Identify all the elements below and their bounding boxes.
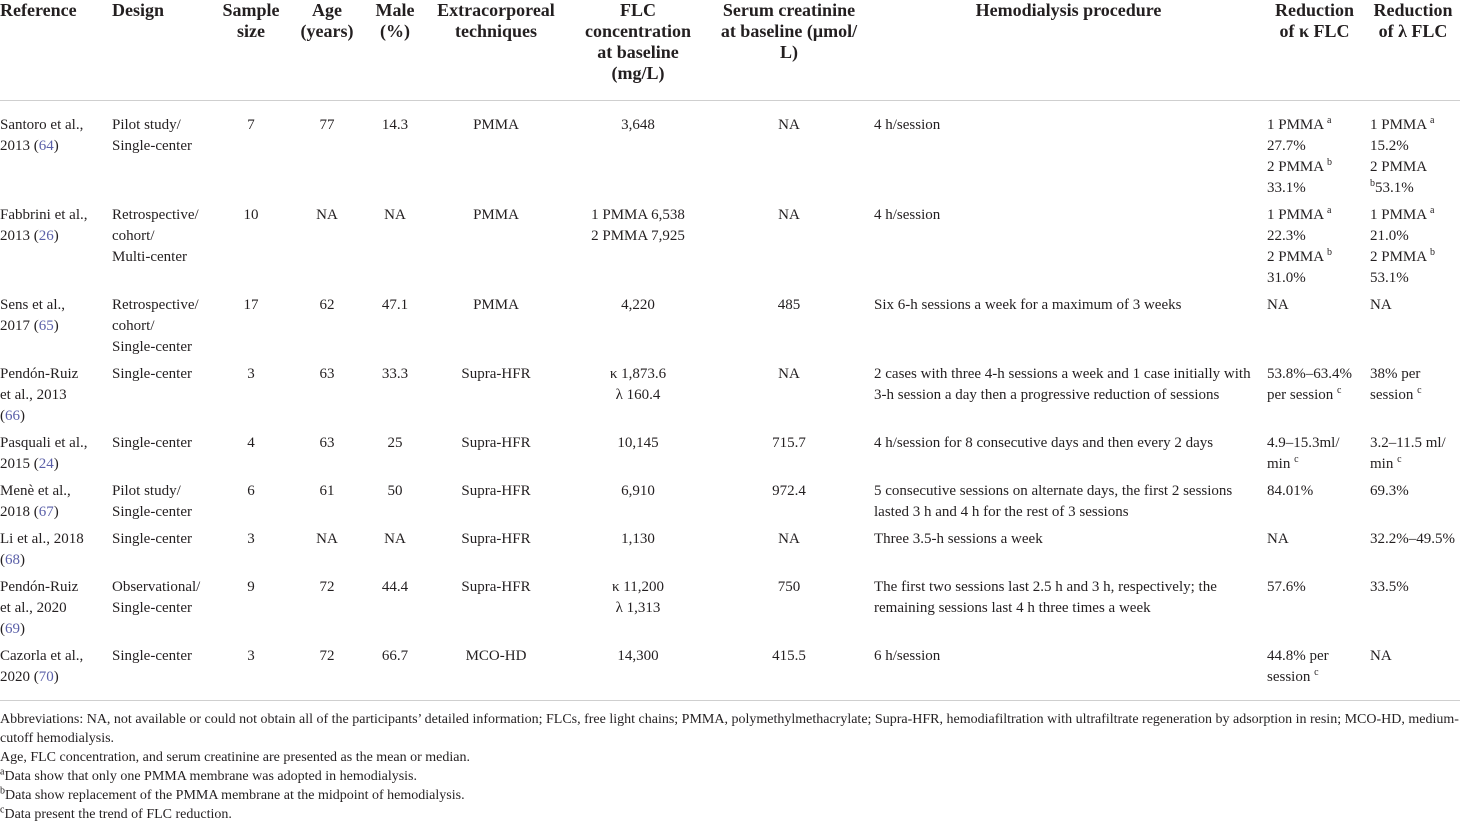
cell-design [106, 199, 212, 289]
cell-line: Multi-center [112, 248, 187, 265]
reduction-text: 3.2–11.5 ml/ [1370, 434, 1446, 451]
cell-flc [566, 640, 710, 701]
reduction-text: 53.1% [1370, 269, 1409, 286]
cell-male: 50 [387, 482, 403, 499]
reduction-line [1267, 667, 1366, 688]
cell-creatinine: 715.7 [772, 434, 806, 451]
cell-line: Retrospective/ [112, 296, 199, 313]
cell-line: cohort/ [112, 227, 155, 244]
cell-male: 66.7 [364, 640, 426, 701]
cell-sample-size: 3 [247, 365, 255, 382]
reduction-text: min [1370, 455, 1398, 472]
cell-flc [566, 358, 710, 427]
cell-sample-size: 7 [247, 116, 255, 133]
footnote-mark: b [1327, 156, 1333, 168]
table-row [0, 358, 1460, 427]
header-creatinine: Serum creatinine at baseline (µmol/ L) [710, 0, 868, 100]
cell-reference: Fabbrini et al., 2013 (26) [0, 199, 106, 289]
reference-text: Sens et al., [0, 296, 65, 313]
citation-link[interactable]: 67 [38, 503, 54, 520]
table-row [0, 523, 1460, 571]
cell-reduction-kappa [1263, 640, 1366, 701]
table-row [0, 640, 1460, 701]
cell-creatinine: 485 [777, 296, 801, 313]
cell-line: Single-center [112, 338, 192, 355]
cell-technique: MCO-HD [426, 640, 566, 701]
reference-text: 2017 ( [0, 317, 39, 334]
cell-creatinine: NA [778, 206, 800, 223]
cell-reduction-lambda [1366, 289, 1460, 358]
header-age: Age (years) [290, 0, 364, 100]
citation-link[interactable]: 68 [5, 551, 20, 568]
reduction-text: 33.5% [1370, 578, 1409, 595]
header-design: Design [106, 0, 212, 100]
footnote-mark: b [1327, 246, 1333, 258]
cell-sample-size: 9 [247, 578, 255, 595]
reference-text: ( [0, 551, 5, 568]
reduction-text: 15.2% [1370, 137, 1409, 154]
cell-creatinine: NA [778, 116, 800, 133]
cell-male: NA [384, 206, 406, 223]
reduction-line [1370, 385, 1460, 406]
cell-reduction-kappa [1263, 358, 1366, 427]
footnote-mark: b [1370, 177, 1375, 189]
cell-reference: Li et al., 2018 (68) [0, 523, 106, 571]
cell-reduction-lambda [1366, 640, 1460, 701]
reduction-text: 1 PMMA [1267, 116, 1328, 133]
reduction-text: 33.1% [1267, 179, 1306, 196]
cell-reduction-kappa [1263, 571, 1366, 640]
cell-technique: Supra-HFR [461, 434, 531, 451]
cell-reduction-lambda [1366, 100, 1460, 199]
cell-line: Single-center [112, 530, 192, 547]
header-reduction-lambda: Reduction of λ FLC [1366, 0, 1460, 100]
cell-age: 77 [319, 116, 335, 133]
reduction-text: 4.9–15.3ml/ [1267, 434, 1340, 451]
table-row [0, 199, 1460, 289]
citation-link[interactable]: 64 [38, 137, 54, 154]
reduction-text: per session [1267, 386, 1337, 403]
cell-sample-size: 17 [243, 296, 259, 313]
reduction-line [1267, 364, 1366, 385]
reference-text: Santoro et al., [0, 116, 84, 133]
footnote-a: $^a$Data show that only one PMMA membrane was adopted in hemodialysis. [0, 766, 418, 784]
reference-text: Menè et al., [0, 482, 71, 499]
reference-text: Pendón-Ruiz [0, 365, 79, 382]
footnote-mark: a [1430, 114, 1435, 126]
reference-text: Fabbrini et al., [0, 206, 88, 223]
cell-procedure: 6 h/session [868, 640, 1263, 701]
cell-age: NA [316, 530, 338, 547]
cell-creatinine: NA [778, 365, 800, 382]
cell-sample-size: 6 [247, 482, 255, 499]
cell-creatinine: 972.4 [772, 482, 806, 499]
reference-text: 2020 ( [0, 668, 39, 685]
footnote-mark: c [1294, 453, 1299, 465]
reference-text: ( [0, 407, 5, 424]
cell-line: Pilot study/ [112, 482, 181, 499]
table-row [0, 100, 1460, 199]
reduction-text: 31.0% [1267, 269, 1306, 286]
cell-sample-size: 4 [247, 434, 255, 451]
cell-design [106, 427, 212, 475]
reduction-line [1370, 268, 1460, 289]
cell-line: λ 1,313 [615, 599, 661, 616]
cell-reference: Santoro et al., 2013 (64) [0, 100, 106, 199]
cell-male: 47.1 [381, 296, 409, 313]
reduction-line [1370, 178, 1460, 199]
reduction-text: 2 PMMA [1370, 248, 1431, 265]
cell-line: 4,220 [621, 296, 655, 313]
reference-text: 2013 ( [0, 227, 39, 244]
header-male: Male (%) [364, 0, 426, 100]
cell-technique: Supra-HFR [461, 482, 531, 499]
cell-reduction-kappa [1263, 475, 1366, 523]
cell-procedure: Six 6-h sessions a week for a maximum of 3 weeks [874, 296, 1182, 313]
cell-reduction-lambda [1366, 427, 1460, 475]
reference-text: et al., 2013 [0, 386, 67, 403]
reduction-line [1370, 205, 1460, 226]
reduction-text: 84.01% [1267, 482, 1314, 499]
cell-line: Pilot study/ [112, 116, 181, 133]
reduction-text: 44.8% per [1267, 647, 1329, 664]
cell-technique: PMMA [473, 206, 519, 223]
cell-reduction-kappa [1263, 199, 1366, 289]
reduction-line [1267, 433, 1366, 454]
reduction-line [1267, 157, 1366, 178]
cell-creatinine: 415.5 [710, 640, 868, 701]
footnote-mark: c [1397, 453, 1402, 465]
cell-reference: Sens et al., 2017 (65) [0, 289, 106, 358]
reduction-text: session [1370, 386, 1418, 403]
cell-reference: Pendón-Ruiz et al., 2013 (66) [0, 358, 106, 427]
cell-design [106, 475, 212, 523]
header-reference: Reference [0, 0, 106, 100]
reduction-line [1370, 247, 1460, 268]
cell-age: 63 [319, 365, 335, 382]
reduction-line [1370, 115, 1460, 136]
reduction-line [1267, 247, 1366, 268]
footnote-abbreviations: Abbreviations: NA, not available or could not obtain all of the participants’ detailed information; FLCs, free light chains; PMMA, polymethylmethacrylate; Supra-HFR, hemodiafiltration with ultrafiltrate regeneration by adsorption in resin; MCO-HD, medium-cutoff hemodialysis. [0, 712, 1459, 746]
cell-male: 33.3 [381, 365, 409, 382]
cell-flc [566, 523, 710, 571]
cell-line: 6,910 [621, 482, 655, 499]
reduction-text: 69.3% [1370, 482, 1409, 499]
reduction-text: 2 PMMA [1267, 158, 1328, 175]
citation-link[interactable]: 65 [38, 317, 54, 334]
footnote-mark: a [1430, 204, 1435, 216]
citation-link[interactable]: 24 [38, 455, 54, 472]
citation-link[interactable]: 66 [5, 407, 20, 424]
table-footnotes [0, 710, 1460, 824]
reduction-line [1370, 577, 1460, 598]
reduction-text: 38% per [1370, 365, 1421, 382]
cell-technique: Supra-HFR [461, 578, 531, 595]
cell-sample-size: 10 [243, 206, 259, 223]
header-sample-size: Sample size [212, 0, 290, 100]
cell-procedure: The first two sessions last 2.5 h and 3 h, respectively; the remaining sessions last 4 h three times a week [874, 578, 1217, 616]
reduction-line [1267, 454, 1366, 475]
reduction-line [1370, 136, 1460, 157]
cell-reference: Pasquali et al., 2015 (24) [0, 427, 106, 475]
header-flc: FLC concentration at baseline (mg/L) [566, 0, 710, 100]
table-row [0, 475, 1460, 523]
reference-text: 2015 ( [0, 455, 39, 472]
cell-creatinine: 750 [777, 578, 801, 595]
cell-flc [566, 289, 710, 358]
reduction-line [1267, 577, 1366, 598]
cell-reduction-lambda [1366, 475, 1460, 523]
cell-line: Single-center [112, 365, 192, 382]
footnote-mark: c [1337, 384, 1342, 396]
cell-line: 1,130 [621, 530, 655, 547]
cell-creatinine: NA [778, 530, 800, 547]
cell-procedure: Three 3.5-h sessions a week [874, 530, 1043, 547]
cell-flc [566, 100, 710, 199]
cell-age: 72 [319, 578, 335, 595]
reduction-text: 32.2%–49.5% [1370, 530, 1455, 547]
cell-line: Observational/ [112, 578, 201, 595]
cell-flc [566, 571, 710, 640]
table-row [0, 427, 1460, 475]
cell-male: NA [384, 530, 406, 547]
cell-design [106, 289, 212, 358]
reference-text: ( [0, 620, 5, 637]
cell-procedure: 5 consecutive sessions on alternate days, the first 2 sessions lasted 3 h and 4 h for the rest of 3 sessions [874, 482, 1233, 520]
cell-procedure: 2 cases with three 4-h sessions a week and 1 case initially with 3-h session a day then a progressive reduction of sessions [874, 365, 1251, 403]
cell-reduction-lambda [1366, 523, 1460, 571]
cell-technique: Supra-HFR [461, 365, 531, 382]
cell-line: Retrospective/ [112, 206, 199, 223]
header-procedure: Hemodialysis procedure [868, 0, 1263, 100]
cell-line: λ 160.4 [615, 386, 661, 403]
cell-line: κ 11,200 [611, 578, 664, 595]
cell-reduction-kappa [1263, 427, 1366, 475]
cell-line: Single-center [112, 599, 192, 616]
cell-age: NA [316, 206, 338, 223]
cell-male: 44.4 [381, 578, 409, 595]
reduction-text: 53.8%–63.4% [1267, 365, 1352, 382]
cell-technique: Supra-HFR [461, 530, 531, 547]
cell-line: 2 PMMA 7,925 [591, 227, 685, 244]
footnote-c: $^c$Data present the trend of FLC reduction. [0, 804, 232, 822]
reduction-line [1267, 136, 1366, 157]
reduction-text: 1 PMMA [1267, 206, 1328, 223]
cell-male: 25 [387, 434, 403, 451]
cell-procedure: 4 h/session [874, 206, 941, 223]
reduction-line [1267, 646, 1366, 667]
reduction-text: 2 PMMA [1370, 158, 1428, 175]
reference-text: 2018 ( [0, 503, 39, 520]
cell-line: 14,300 [617, 647, 659, 664]
cell-reduction-kappa [1263, 289, 1366, 358]
citation-link[interactable]: 69 [5, 620, 20, 637]
reduction-text: 53.1% [1375, 179, 1414, 196]
reduction-line [1267, 481, 1366, 502]
cell-reduction-lambda [1366, 358, 1460, 427]
reduction-line [1267, 226, 1366, 247]
cell-reduction-kappa [1263, 100, 1366, 199]
header-reduction-kappa: Reduction of κ FLC [1263, 0, 1366, 100]
reduction-line [1267, 268, 1366, 289]
reduction-text: min [1267, 455, 1295, 472]
citation-link[interactable]: 26 [38, 227, 54, 244]
reduction-line [1370, 433, 1460, 454]
na-value: NA [1267, 296, 1289, 313]
reduction-text: 57.6% [1267, 578, 1306, 595]
citation-link[interactable]: 70 [38, 668, 54, 685]
cell-line: 3,648 [621, 116, 655, 133]
reference-text: Li et al., 2018 [0, 530, 84, 547]
reference-text: et al., 2020 [0, 599, 67, 616]
reduction-text: session [1267, 668, 1315, 685]
footnote-mark: c [1417, 384, 1422, 396]
footnote-mark: a [1327, 114, 1332, 126]
reduction-line [1370, 529, 1460, 550]
cell-flc [566, 199, 710, 289]
cell-procedure: 4 h/session for 8 consecutive days and then every 2 days [874, 434, 1214, 451]
reference-text: 2013 ( [0, 137, 39, 154]
table-row [0, 571, 1460, 640]
reduction-line [1370, 226, 1460, 247]
reduction-line [1267, 115, 1366, 136]
cell-age: 63 [319, 434, 335, 451]
cell-reference: Menè et al., 2018 (67) [0, 475, 106, 523]
cell-design [106, 571, 212, 640]
cell-procedure: 4 h/session [874, 116, 941, 133]
cell-flc [566, 427, 710, 475]
reduction-line [1370, 364, 1460, 385]
cell-line: Single-center [112, 434, 192, 451]
reduction-line [1267, 385, 1366, 406]
cell-line: κ 1,873.6 [609, 365, 667, 382]
cell-line: cohort/ [112, 317, 155, 334]
cell-reduction-lambda [1366, 571, 1460, 640]
reduction-line [1267, 178, 1366, 199]
cell-line: Single-center [112, 647, 192, 664]
na-value: NA [1370, 647, 1392, 664]
cell-reference: Cazorla et al., 2020 (70) [0, 640, 106, 701]
cell-age: 72 [290, 640, 364, 701]
cell-reference: Pendón-Ruiz et al., 2020 (69) [0, 571, 106, 640]
cell-design [106, 523, 212, 571]
cell-design [106, 640, 212, 701]
cell-age: 61 [319, 482, 335, 499]
cell-age: 62 [319, 296, 335, 313]
cell-flc [566, 475, 710, 523]
cell-reduction-kappa [1263, 523, 1366, 571]
reduction-line [1370, 454, 1460, 475]
cell-line: 1 PMMA 6,538 [591, 206, 685, 223]
reduction-line [1370, 481, 1460, 502]
reduction-text: 1 PMMA [1370, 116, 1431, 133]
reduction-text: 1 PMMA [1370, 206, 1431, 223]
footnote-mark: a [1327, 204, 1332, 216]
reduction-text: 21.0% [1370, 227, 1409, 244]
cell-line: Single-center [112, 503, 192, 520]
reduction-text: 22.3% [1267, 227, 1306, 244]
cell-sample-size: 3 [247, 530, 255, 547]
reduction-text: 2 PMMA [1267, 248, 1328, 265]
cell-design [106, 358, 212, 427]
reference-text: Cazorla et al., [0, 647, 84, 664]
reference-text: Pendón-Ruiz [0, 578, 79, 595]
cell-technique: PMMA [473, 296, 519, 313]
cell-reduction-lambda [1366, 199, 1460, 289]
cell-design [106, 100, 212, 199]
na-value: NA [1267, 530, 1289, 547]
header-techniques: Extracorporeal techniques [426, 0, 566, 100]
footnote-mark: b [1430, 246, 1436, 258]
reduction-line [1267, 205, 1366, 226]
cell-technique: PMMA [473, 116, 519, 133]
cell-male: 14.3 [381, 116, 409, 133]
na-value: NA [1370, 296, 1392, 313]
cell-sample-size: 3 [212, 640, 290, 701]
reference-text: Pasquali et al., [0, 434, 88, 451]
reduction-text: 27.7% [1267, 137, 1306, 154]
footnote-mark: c [1314, 666, 1319, 678]
footnote-note: Age, FLC concentration, and serum creatinine are presented as the mean or median. [0, 750, 470, 765]
cell-line: Single-center [112, 137, 192, 154]
reduction-line [1370, 157, 1460, 178]
table-row [0, 289, 1460, 358]
footnote-b: $^b$Data show replacement of the PMMA membrane at the midpoint of hemodialysis. [0, 785, 465, 803]
cell-line: 10,145 [617, 434, 659, 451]
header-row [0, 0, 1460, 100]
